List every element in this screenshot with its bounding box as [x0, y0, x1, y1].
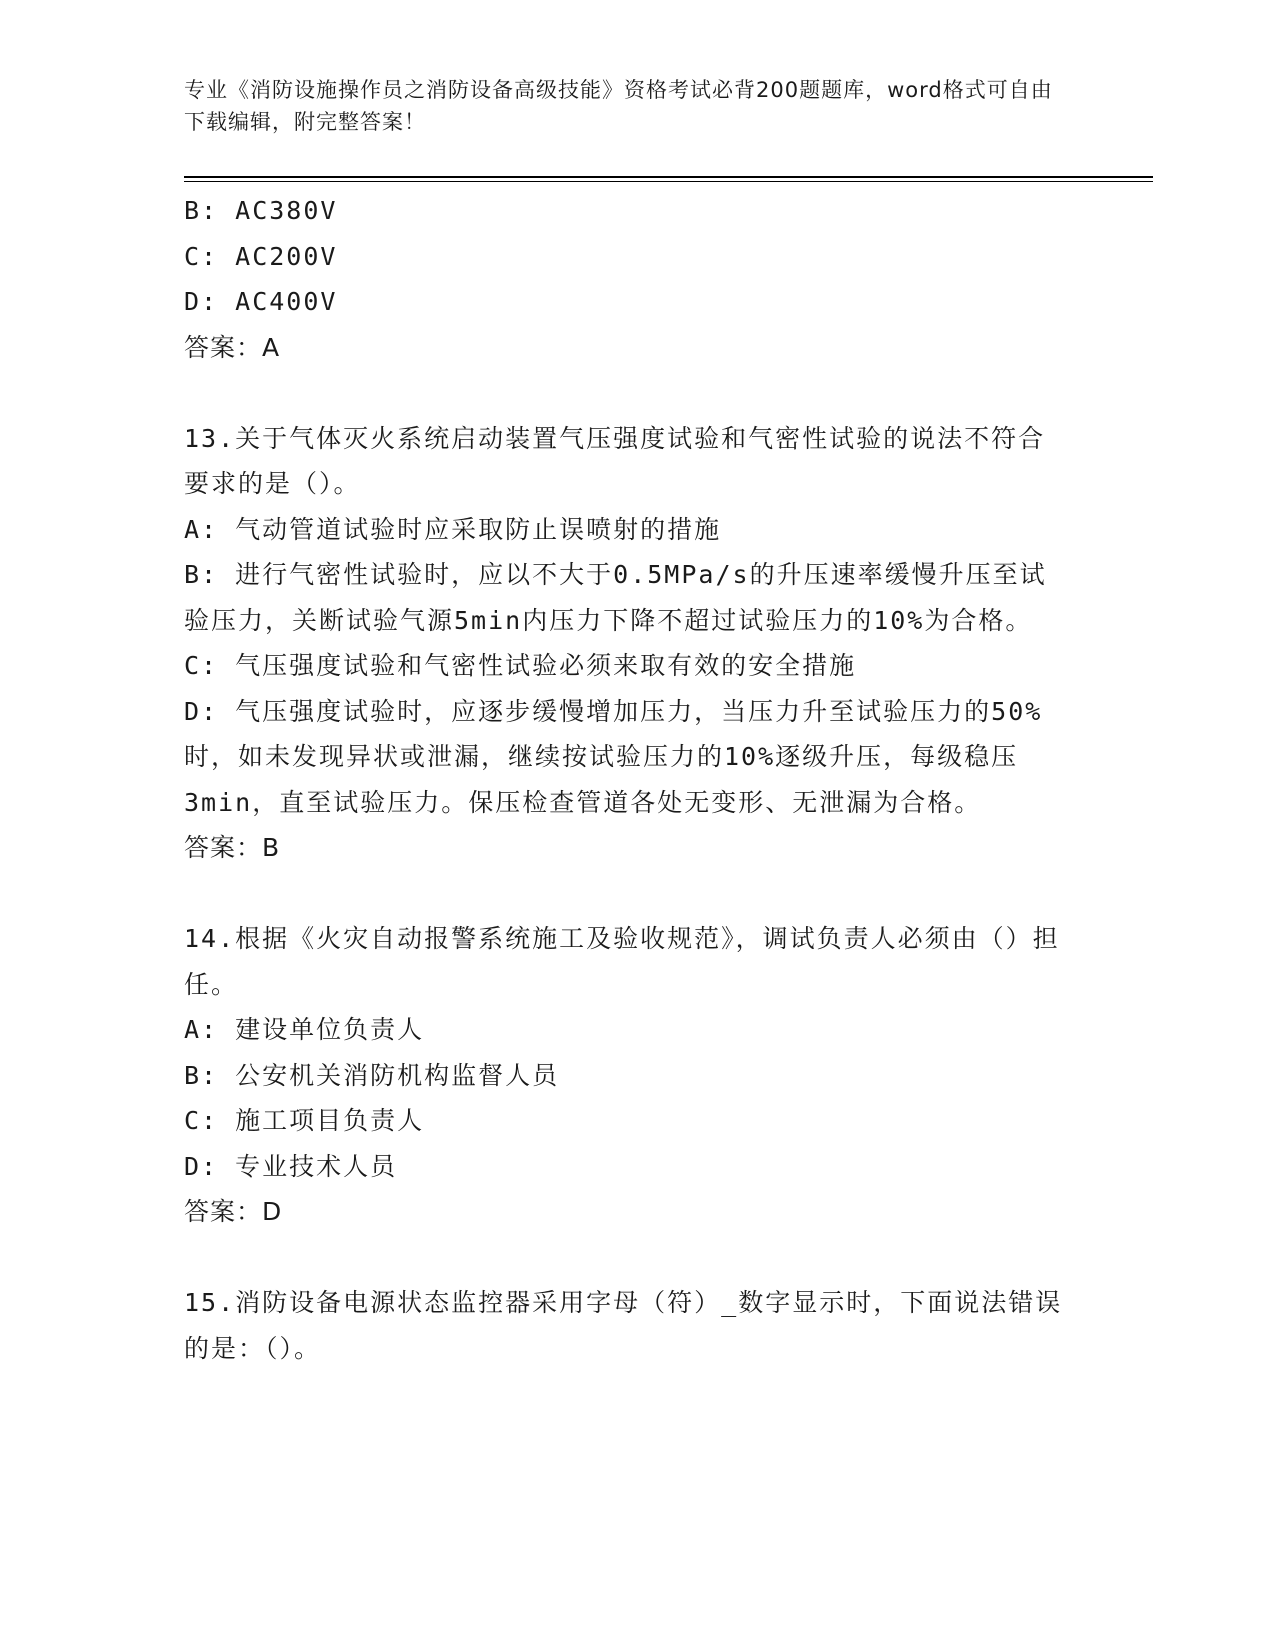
option-b: B: 进行气密性试验时，应以不大于0.5MPa/s的升压速率缓慢升压至试验压力，关断试验气源5min内压力下降不超过试验压力的10%为合格。	[184, 560, 1047, 635]
option-c: C: 气压强度试验和气密性试验必须来取有效的安全措施	[184, 651, 857, 680]
option-a: A: 建设单位负责人	[184, 1015, 425, 1044]
answer-line: 答案：B	[184, 833, 281, 862]
answer-line: 答案：A	[184, 332, 281, 362]
option-c: C: AC200V	[184, 241, 338, 271]
option-b: B: AC380V	[184, 196, 338, 225]
option-b: B: 公安机关消防机构监督人员	[184, 1060, 560, 1090]
option-c: C: 施工项目负责人	[184, 1106, 425, 1135]
header-divider	[184, 176, 1153, 182]
question-stem: 15.消防设备电源状态监控器采用字母（符）_数字显示时，下面说法错误的是：（）。	[184, 1288, 1063, 1363]
answer-line: 答案：D	[184, 1197, 283, 1226]
option-d: D: 气压强度试验时，应逐步缓慢增加压力，当压力升至试验压力的50%时，如未发现异状或泄漏，继续按试验压力的10%逐级升压，每级稳压3min，直至试验压力。保压检查管道各处无变形、无泄漏为合格。	[184, 696, 1043, 817]
page-header: 专业《消防设施操作员之消防设备高级技能》资格考试必背200题题库，word格式可自由下载编辑，附完整答案！	[184, 78, 1053, 134]
spacer	[184, 871, 1064, 917]
question-stem: 14.根据《火灾自动报警系统施工及验收规范》，调试负责人必须由（）担任。	[184, 924, 1060, 999]
spacer	[184, 1235, 1064, 1281]
option-a: A: 气动管道试验时应采取防止误喷射的措施	[184, 514, 722, 544]
question-stem: 13.关于气体灭火系统启动装置气压强度试验和气密性试验的说法不符合要求的是（）。	[184, 423, 1046, 498]
document-body	[184, 188, 1064, 1371]
spacer	[184, 370, 1064, 416]
option-d: D: AC400V	[184, 287, 338, 316]
option-d: D: 专业技术人员	[184, 1151, 398, 1181]
